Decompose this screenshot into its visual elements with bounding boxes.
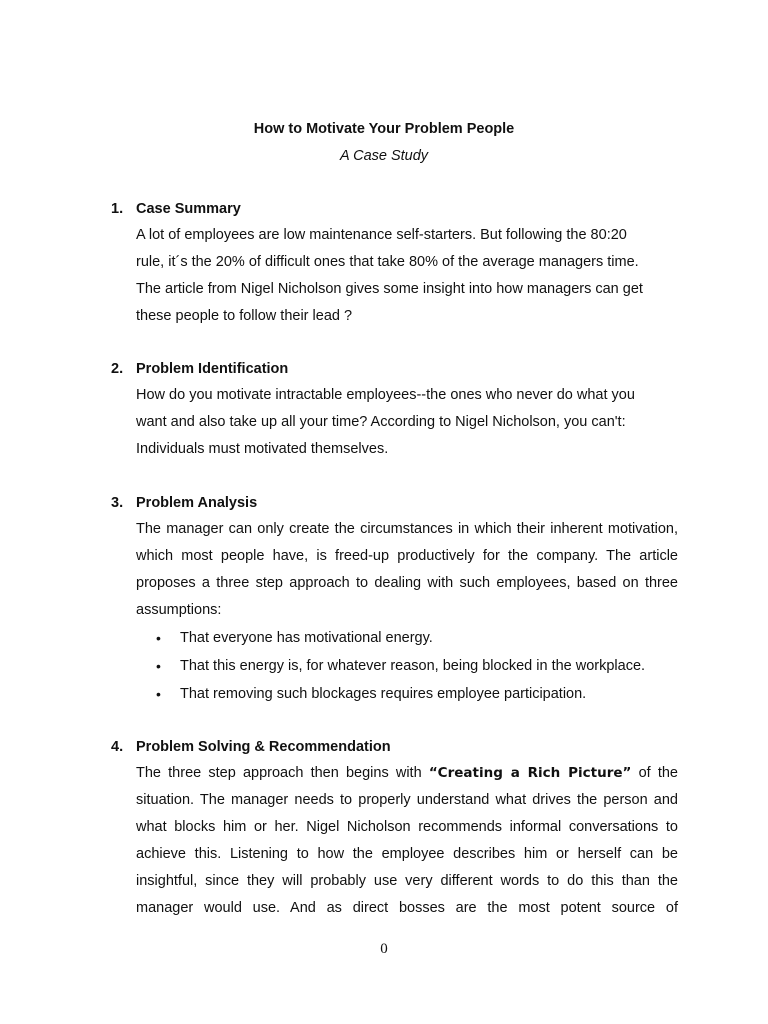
document-subtitle: A Case Study [339, 148, 429, 164]
section-number: 3. [111, 495, 124, 511]
bullet-icon: • [156, 686, 161, 702]
section-body [136, 516, 678, 624]
emphasis-text: “Creating a Rich Picture” [428, 765, 632, 781]
body-line: A lot of employees are low maintenance self-starters. But following the 80:20 [136, 227, 627, 243]
list-item-text: That this energy is, for whatever reason, being blocked in the workplace. [180, 658, 646, 674]
section-body [136, 760, 678, 922]
body-line: Individuals must motivated themselves. [136, 441, 389, 457]
list-item [136, 624, 678, 652]
body-line: want and also take up all your time? According to Nigel Nicholson, you can't: [136, 414, 626, 430]
body-line: How do you motivate intractable employees--the ones who never do what you [136, 387, 635, 403]
page-number: 0 [380, 941, 388, 957]
assumption-list [136, 624, 678, 708]
bullet-icon: • [156, 630, 161, 646]
list-item-text: That removing such blockages requires employee participation. [180, 686, 587, 702]
bullet-icon: • [156, 658, 161, 674]
body-paragraph: The manager can only create the circumstances in which their inherent motivation, which most people have, is freed-up productively for the company. The article proposes a three step approach to dealing with such employees, based on three assumptions: [136, 521, 678, 618]
list-item [136, 652, 678, 680]
body-line: these people to follow their lead ? [136, 308, 353, 324]
section-number: 2. [111, 361, 124, 377]
section-heading: Problem Analysis [136, 495, 258, 511]
paragraph-text: of the situation. The manager needs to properly understand what drives the person and what blocks him or her. Nigel Nicholson recommends informal conversations to achieve this. Listening to how the employee describes him or herself can be insightful, since they will probably use very different words to do this than the manager would use. And as direct bosses are the most potent source of [136, 765, 678, 916]
section-heading: Problem Identification [136, 361, 289, 377]
section-number: 4. [111, 739, 124, 755]
body-line: The article from Nigel Nicholson gives some insight into how managers can get [136, 281, 643, 297]
section-body [136, 382, 678, 463]
body-line: rule, it´s the 20% of difficult ones that take 80% of the average managers time. [136, 254, 639, 270]
section-heading: Case Summary [136, 201, 241, 217]
document-title: How to Motivate Your Problem People [253, 121, 515, 137]
list-item-text: That everyone has motivational energy. [180, 630, 433, 646]
section-heading: Problem Solving & Recommendation [136, 739, 391, 755]
paragraph-text: The three step approach then begins with [136, 765, 429, 781]
body-paragraph [136, 760, 678, 922]
section-body [136, 222, 678, 330]
list-item [136, 680, 678, 708]
section-number: 1. [111, 201, 124, 217]
